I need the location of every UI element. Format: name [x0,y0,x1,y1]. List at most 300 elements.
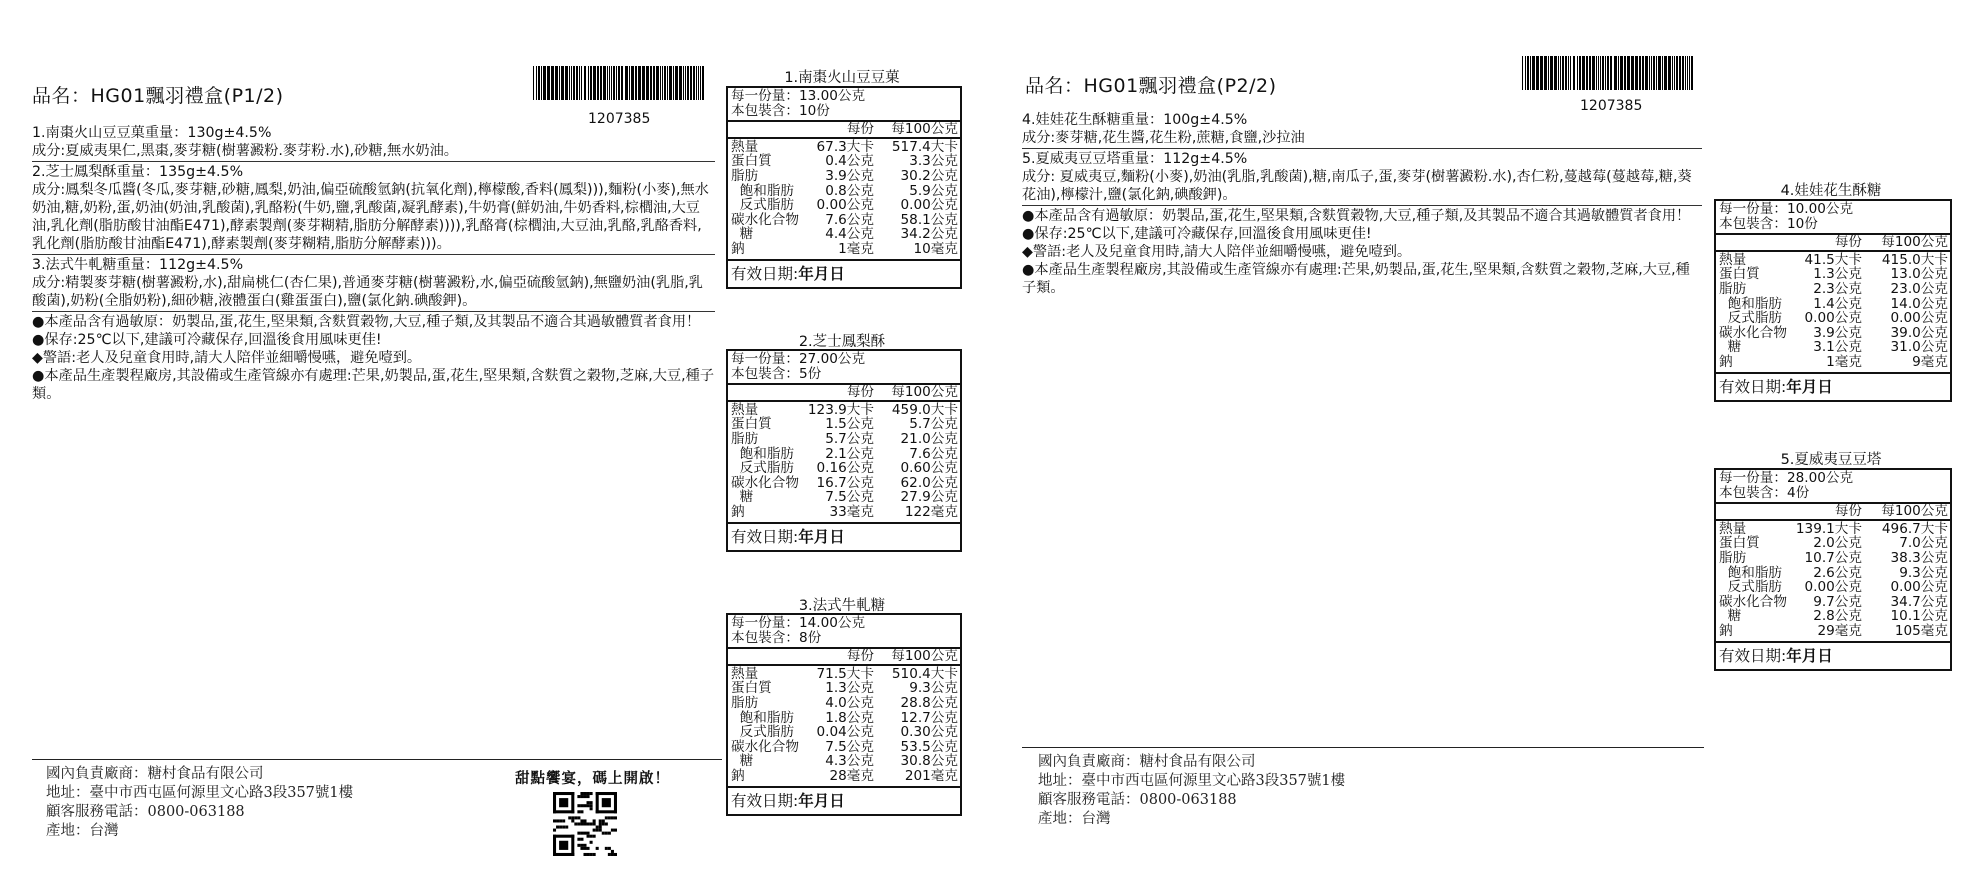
barcode-bar [662,66,663,100]
barcode-bar [1582,56,1585,90]
per-100g-value: 415.0大卡 [1881,251,1948,268]
per-100g-value: 7.0公克 [1899,535,1948,552]
barcode-bar [700,66,701,100]
nutrient-label: 熱量 [1719,520,1747,537]
panel1-footer [46,765,353,841]
serving-size: 每一份量：10.00公克 [1719,201,1854,217]
serving-info [1716,201,1950,235]
barcode-bar [1618,56,1619,90]
section-ingredients: 成分:夏威夷果仁,黑棗,麥芽糖(樹薯澱粉.麥芽粉.水),砂糖,無水奶油。 [32,143,458,159]
per-100g-value: 10.1公克 [1890,608,1948,625]
section-heading: 1.南棗火山豆豆菓重量：130g±4.5% [32,125,272,141]
origin: 產地：台灣 [46,823,119,839]
barcode-bar [1586,56,1588,90]
nutrient-row [728,461,960,476]
barcode-bar [1527,56,1529,90]
barcode-bar [1649,56,1650,90]
divider [1022,148,1702,149]
nutrient-row [728,242,960,257]
barcode-number-1: 1207385 [588,111,651,127]
per-serving-value: 0.00公克 [1804,579,1862,596]
origin: 產地：台灣 [1038,811,1111,827]
per-serving-value: 3.9公克 [1813,324,1862,341]
barcode-bar [1685,56,1686,90]
per-100g-value: 34.2公克 [900,226,958,243]
expiry-value: 年月日 [1786,646,1833,665]
per-100g-value: 0.30公克 [900,724,958,741]
per-100g-value: 38.3公克 [1890,549,1948,566]
barcode-bar [631,66,634,100]
per-serving-value: 33毫克 [829,503,874,520]
per-100g-value: 58.1公克 [900,211,958,228]
per-serving-value: 41.5大卡 [1804,251,1862,268]
barcode-bar [625,66,628,100]
per-100g-value: 28.8公克 [900,694,958,711]
barcode-bar [1562,56,1564,90]
nutrient-rows [728,402,960,524]
barcode-bar [1600,56,1601,90]
section-heading: 3.法式牛軋糖重量：112g±4.5% [32,257,244,273]
per-serving-value: 2.6公克 [1813,564,1862,581]
barcode-bar [593,66,596,100]
barcode-bar [1614,56,1617,90]
serving-info [1716,470,1950,504]
nutrient-row [728,169,960,184]
barcode-bar [1658,56,1661,90]
barcode-bar [690,66,692,100]
per-serving-value: 16.7公克 [816,474,874,491]
nutrition-table [1714,468,1952,671]
nutrient-label: 蛋白質 [731,153,772,170]
per-serving-value: 2.3公克 [1813,280,1862,297]
barcode-bar [600,66,602,100]
nutrient-label: 蛋白質 [731,416,772,433]
nutrient-label: 熱量 [731,665,759,682]
barcode-bar [1610,56,1612,90]
barcode-bar [1682,56,1684,90]
per-100g-header: 每100公克 [891,121,958,138]
column-header [728,122,960,139]
barcode-bar [1596,56,1597,90]
barcode-bar [541,66,542,100]
per-100g-value: 0.00公克 [900,197,958,214]
barcode-bar [569,66,570,100]
barcode-bar [698,66,699,100]
barcode-bar [693,66,695,100]
nutrient-row [728,447,960,462]
column-header [1716,235,1950,252]
per-100g-value: 0.00公克 [1890,579,1948,596]
nutrient-label: 糖 [1719,608,1742,625]
per-100g-value: 3.3公克 [909,153,958,170]
barcode-bar [1540,56,1543,90]
panel2-body [1022,111,1702,297]
barcode-bar [1589,56,1591,90]
barcode-bar [1548,56,1549,90]
per-serving-value: 7.5公克 [825,738,874,755]
nutrient-row [1716,340,1950,355]
barcode-bar [702,66,704,100]
barcode-bar [1532,56,1535,90]
per-serving-value: 1毫克 [838,240,874,257]
serving-size: 每一份量：28.00公克 [1719,470,1854,486]
expiry-label: 有效日期: [1719,646,1787,665]
nutrient-row [728,154,960,169]
per-serving-header: 每份 [846,121,874,138]
per-100g-value: 0.00公克 [1890,310,1948,327]
per-100g-value: 459.0大卡 [891,401,958,418]
barcode-bar [683,66,684,100]
barcode-bar [559,66,560,100]
nutrient-label: 糖 [731,226,754,243]
per-100g-value: 27.9公克 [900,489,958,506]
nutrient-label: 反式脂肪 [731,197,795,214]
expiry-value: 年月日 [798,791,845,810]
nutrient-label: 飽和脂肪 [1719,564,1783,581]
per-serving-value: 1.5公克 [825,416,874,433]
divider [32,254,715,255]
nutrient-label: 熱量 [731,138,759,155]
per-100g-value: 496.7大卡 [1881,520,1948,537]
barcode-bar [581,66,582,100]
expiry-date [1716,374,1950,401]
barcode-number-2: 1207385 [1580,98,1643,114]
expiry-label: 有效日期: [731,527,799,546]
barcode-bar [551,66,554,100]
customer-service-phone: 顧客服務電話：0800-063188 [1038,792,1237,808]
nutrient-label: 鈉 [731,240,745,257]
barcode-bar [538,66,540,100]
barcode-bar [1668,56,1671,90]
per-100g-value: 9.3公克 [1899,564,1948,581]
panel2-footer [1038,753,1345,829]
column-header [728,385,960,402]
nutrient-row [1716,566,1950,581]
barcode-bar [597,66,599,100]
barcode-bar [588,66,589,100]
nutrient-row [1716,624,1950,639]
panel1-body [32,124,715,403]
column-header [728,649,960,666]
per-100g-value: 62.0公克 [900,474,958,491]
per-serving-value: 67.3大卡 [816,138,874,155]
section-ingredients: 成分:麥芽糖,花生醬,花生粉,蔗糖,食鹽,沙拉油 [1022,130,1305,146]
barcode-bar [1627,56,1630,90]
per-serving-value: 1.4公克 [1813,295,1862,312]
nutrient-label: 碳水化合物 [731,211,799,228]
expiry-date [1716,643,1950,670]
section-heading: 2.芝士鳳梨酥重量：135g±4.5% [32,164,244,180]
per-serving-header: 每份 [1834,503,1862,520]
barcode-bar [1558,56,1559,90]
barcode-bar [687,66,689,100]
divider [1022,205,1702,206]
nutrient-row [1716,609,1950,624]
per-100g-value: 12.7公克 [900,709,958,726]
nutrition-table-title: 5.夏威夷豆豆塔 [1780,452,1882,468]
warning-note: ◆警語:老人及兒童食用時,請大人陪伴並細嚼慢嚥，避免噎到。 [1022,244,1412,260]
footer-divider-1 [32,759,722,760]
barcode-bar [1570,56,1571,90]
per-100g-value: 34.7公克 [1890,593,1948,610]
qr-caption: 甜點饗宴，碼上開啟！ [515,771,670,787]
panel1-title: 品名：HG01飄羽禮盒(P1/2) [32,85,284,107]
per-serving-value: 3.1公克 [1813,339,1862,356]
barcode-bar [607,66,608,100]
barcode-bar [1645,56,1648,90]
barcode-bar [1536,56,1539,90]
per-serving-value: 123.9大卡 [807,401,874,418]
barcode-bar [669,66,672,100]
per-100g-value: 23.0公克 [1890,280,1948,297]
barcode-bar [573,66,575,100]
divider [32,311,715,312]
serving-info [728,615,960,649]
nutrient-label: 反式脂肪 [1719,579,1783,596]
nutrition-table [1714,199,1952,402]
nutrient-label: 飽和脂肪 [731,182,795,199]
barcode-bar [679,66,682,100]
nutrient-label: 蛋白質 [1719,266,1760,283]
nutrient-label: 鈉 [731,767,745,784]
barcode-bar [1635,56,1638,90]
manufacturer: 國內負責廠商：糖村食品有限公司 [46,766,264,782]
per-serving-value: 4.0公克 [825,694,874,711]
per-100g-value: 30.8公克 [900,753,958,770]
manufacturer: 國內負責廠商：糖村食品有限公司 [1038,754,1256,770]
barcode-bar [1579,56,1581,90]
barcode-bar [576,66,578,100]
barcode-bar [1560,56,1561,90]
address: 地址：臺中市西屯區何源里文心路3段357號1樓 [46,785,354,801]
servings-per-pack: 本包裝含：10份 [1719,215,1818,232]
expiry-label: 有效日期: [731,791,799,810]
per-serving-value: 1毫克 [1826,353,1862,370]
barcode-bar [1639,56,1641,90]
nutrient-row [728,754,960,769]
nutrient-row [1716,551,1950,566]
allergen-note: ●本產品含有過敏原：奶製品,蛋,花生,堅果類,含麩質穀物,大豆,種子類,及其製品不適合其過敏體質者食用！ [1022,208,1691,224]
nutrient-row [1716,297,1950,312]
barcode-bar [547,66,550,100]
per-100g-value: 9.3公克 [909,680,958,697]
per-serving-value: 0.00公克 [1804,310,1862,327]
nutrition-table-title: 4.娃娃花生酥糖 [1780,183,1882,199]
column-header [1716,504,1950,521]
barcode-bar [1691,56,1693,90]
barcode-bar [1573,56,1575,90]
nutrient-label: 脂肪 [731,430,759,447]
barcode-bar [653,66,655,100]
per-serving-value: 4.3公克 [825,753,874,770]
nutrition-table [726,86,962,289]
nutrient-label: 脂肪 [731,694,759,711]
barcode-bar [565,66,568,100]
nutrient-label: 糖 [731,489,754,506]
per-serving-value: 0.16公克 [816,460,874,477]
storage-note: ●保存:25℃以下,建議可冷藏保存,回溫後食用風味更佳! [32,332,382,348]
per-100g-value: 122毫克 [904,503,958,520]
barcode-bar [1642,56,1644,90]
barcode-bar [1592,56,1595,90]
per-serving-value: 2.0公克 [1813,535,1862,552]
barcode-bar [1672,56,1673,90]
per-100g-value: 21.0公克 [900,430,958,447]
barcode-bar [1525,56,1526,90]
barcode-bar [1554,56,1557,90]
per-serving-value: 29毫克 [1817,622,1862,639]
per-serving-value: 7.5公克 [825,489,874,506]
barcode-bar [616,66,617,100]
barcode-bar [1631,56,1634,90]
per-serving-value: 1.3公克 [1813,266,1862,283]
barcode-bar [675,66,678,100]
nutrition-table-title: 1.南棗火山豆豆菓 [784,70,900,86]
barcode-bar [673,66,674,100]
per-serving-header: 每份 [846,648,874,665]
per-serving-value: 10.7公克 [1804,549,1862,566]
nutrient-row [1716,282,1950,297]
per-serving-value: 0.04公克 [816,724,874,741]
nutrient-rows [1716,521,1950,643]
nutrient-label: 脂肪 [1719,549,1747,566]
barcode-2 [1522,56,1694,90]
barcode-bar [646,66,649,100]
per-serving-value: 139.1大卡 [1795,520,1862,537]
barcode-bar [1607,56,1609,90]
serving-size: 每一份量：14.00公克 [731,615,866,631]
per-100g-value: 510.4大卡 [891,665,958,682]
nutrient-row [1716,580,1950,595]
barcode-bar [1605,56,1606,90]
barcode-bar [1664,56,1667,90]
nutrient-row [728,505,960,520]
serving-size: 每一份量：27.00公克 [731,351,866,367]
nutrient-label: 鈉 [1719,622,1733,639]
divider [32,161,715,162]
nutrient-row [728,184,960,199]
facility-note: ●本產品生產製程廠房,其設備或生產管線亦有處理:芒果,奶製品,蛋,花生,堅果類,含麩質之穀物,芝麻,大豆,種子類。 [32,368,715,402]
per-100g-value: 30.2公克 [900,167,958,184]
barcode-bar [571,66,572,100]
expiry-label: 有效日期: [1719,377,1787,396]
nutrition-table-title: 3.法式牛軋糖 [798,598,886,614]
per-100g-value: 13.0公克 [1890,266,1948,283]
per-serving-value: 71.5大卡 [816,665,874,682]
nutrient-label: 蛋白質 [731,680,772,697]
barcode-bar [618,66,620,100]
per-100g-header: 每100公克 [891,648,958,665]
serving-info [728,88,960,122]
barcode-bar [533,66,534,100]
nutrient-rows [1716,252,1950,374]
per-serving-value: 2.8公克 [1813,608,1862,625]
barcode-bar [1598,56,1599,90]
nutrient-label: 鈉 [1719,353,1733,370]
nutrient-row [728,725,960,740]
barcode-bar [1674,56,1675,90]
barcode-bar [1651,56,1652,90]
nutrient-row [728,681,960,696]
nutrient-rows [728,139,960,261]
per-100g-value: 39.0公克 [1890,324,1948,341]
barcode-bar [656,66,659,100]
nutrient-label: 糖 [731,753,754,770]
barcode-bar [555,66,558,100]
nutrient-row [1716,355,1950,370]
expiry-value: 年月日 [798,527,845,546]
barcode-bar [1550,56,1553,90]
expiry-value: 年月日 [798,264,845,283]
barcode-bar [1602,56,1604,90]
panel2-title: 品名：HG01飄羽禮盒(P2/2) [1025,75,1277,97]
barcode-bar [638,66,641,100]
per-100g-value: 31.0公克 [1890,339,1948,356]
barcode-bar [1577,56,1578,90]
nutrient-label: 反式脂肪 [731,460,795,477]
nutrient-label: 飽和脂肪 [731,445,795,462]
per-serving-value: 9.7公克 [1813,593,1862,610]
expiry-label: 有效日期: [731,264,799,283]
barcode-bar [685,66,686,100]
per-serving-value: 4.4公克 [825,226,874,243]
nutrient-row [728,417,960,432]
nutrient-row [1716,536,1950,551]
nutrient-label: 碳水化合物 [731,738,799,755]
nutrient-row [1716,267,1950,282]
nutrient-row [1716,311,1950,326]
per-100g-value: 105毫克 [1894,622,1948,639]
servings-per-pack: 本包裝含：10份 [731,102,830,119]
qr-code-icon[interactable] [553,792,617,856]
per-100g-value: 53.5公克 [900,738,958,755]
per-serving-header: 每份 [1834,234,1862,251]
barcode-bar [621,66,623,100]
per-serving-value: 0.4公克 [825,153,874,170]
nutrient-label: 碳水化合物 [731,474,799,491]
footer-divider-2 [1022,747,1704,748]
barcode-bar [1689,56,1690,90]
nutrient-label: 脂肪 [731,167,759,184]
per-100g-value: 0.60公克 [900,460,958,477]
nutrition-table-title: 2.芝士鳳梨酥 [798,334,886,350]
nutrition-table [726,613,962,816]
customer-service-phone: 顧客服務電話：0800-063188 [46,804,245,820]
barcode-bar [1679,56,1681,90]
barcode-1 [533,66,705,100]
servings-per-pack: 本包裝含：5份 [731,365,822,382]
barcode-bar [667,66,668,100]
expiry-date [728,788,960,815]
nutrient-row [728,432,960,447]
barcode-bar [561,66,564,100]
expiry-date [728,261,960,288]
nutrient-label: 糖 [1719,339,1742,356]
nutrient-label: 熱量 [731,401,759,418]
barcode-bar [1662,56,1663,90]
serving-info [728,351,960,385]
expiry-date [728,524,960,551]
barcode-bar [1544,56,1547,90]
nutrient-label: 反式脂肪 [1719,310,1783,327]
storage-note: ●保存:25℃以下,建議可冷藏保存,回溫後食用風味更佳! [1022,226,1372,242]
per-serving-value: 5.7公克 [825,430,874,447]
barcode-bar [613,66,615,100]
barcode-bar [635,66,637,100]
per-serving-value: 1.3公克 [825,680,874,697]
address: 地址：臺中市西屯區何源里文心路3段357號1樓 [1038,773,1346,789]
warning-note: ◆警語:老人及兒童食用時,請大人陪伴並細嚼慢嚥，避免噎到。 [32,350,422,366]
